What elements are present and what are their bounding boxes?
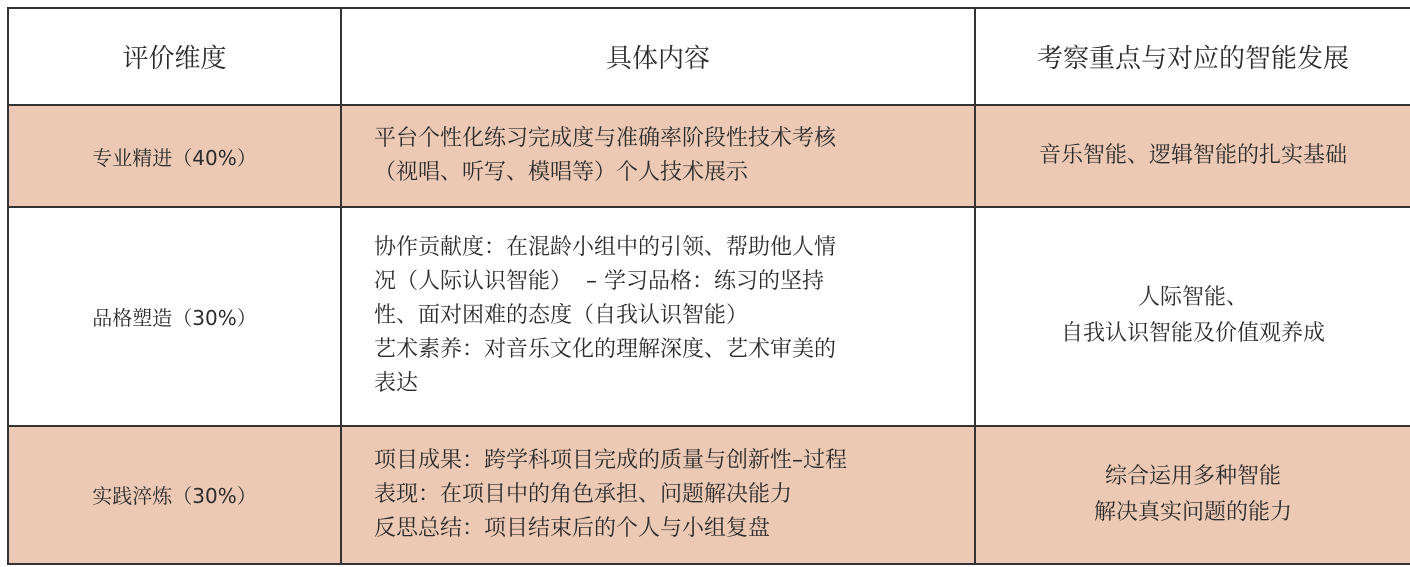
- content-line: 平台个性化练习完成度与准确率阶段性技术考核: [374, 126, 837, 152]
- content-cell: [341, 105, 975, 207]
- content-line: 项目成果：跨学科项目完成的质量与创新性–过程: [374, 447, 848, 473]
- content-line: 表达: [374, 371, 419, 397]
- focus-line: 解决真实问题的能力: [1093, 499, 1292, 525]
- content-line: 表现：在项目中的角色承担、问题解决能力: [374, 481, 793, 507]
- evaluation-table: [7, 7, 1410, 565]
- focus-cell: [975, 105, 1410, 207]
- focus-line: 综合运用多种智能: [1104, 463, 1281, 489]
- content-line: 反思总结：项目结束后的个人与小组复盘: [374, 515, 771, 541]
- focus-line: 自我认识智能及价值观养成: [1060, 321, 1325, 347]
- header-focus: 考察重点与对应的智能发展: [975, 8, 1410, 105]
- header-dimension: 评价维度: [8, 8, 341, 105]
- content-cell: [341, 207, 975, 425]
- dimension-cell: 专业精进（40%）: [8, 105, 341, 207]
- dimension-cell: 品格塑造（30%）: [8, 207, 341, 425]
- table-row-professional: [8, 105, 1410, 207]
- dimension-cell: 实践淬炼（30%）: [8, 426, 341, 564]
- table-row-practice: [8, 426, 1410, 564]
- content-line: 况（人际认识智能） – 学习品格：练习的坚持: [374, 269, 824, 295]
- content-line: 协作贡献度：在混龄小组中的引领、帮助他人情: [374, 235, 837, 261]
- header-row: [8, 8, 1410, 105]
- content-line: 艺术素养：对音乐文化的理解深度、艺术审美的: [374, 337, 837, 363]
- table-row-character: [8, 207, 1410, 425]
- header-content: 具体内容: [341, 8, 975, 105]
- focus-line: 人际智能、: [1137, 285, 1248, 311]
- content-cell: [341, 426, 975, 564]
- focus-line: 音乐智能、逻辑智能的扎实基础: [1038, 143, 1347, 169]
- focus-cell: [975, 426, 1410, 564]
- content-line: 性、面对困难的态度（自我认识智能）: [374, 303, 749, 329]
- focus-cell: [975, 207, 1410, 425]
- content-line: （视唱、听写、模唱等）个人技术展示: [374, 160, 749, 186]
